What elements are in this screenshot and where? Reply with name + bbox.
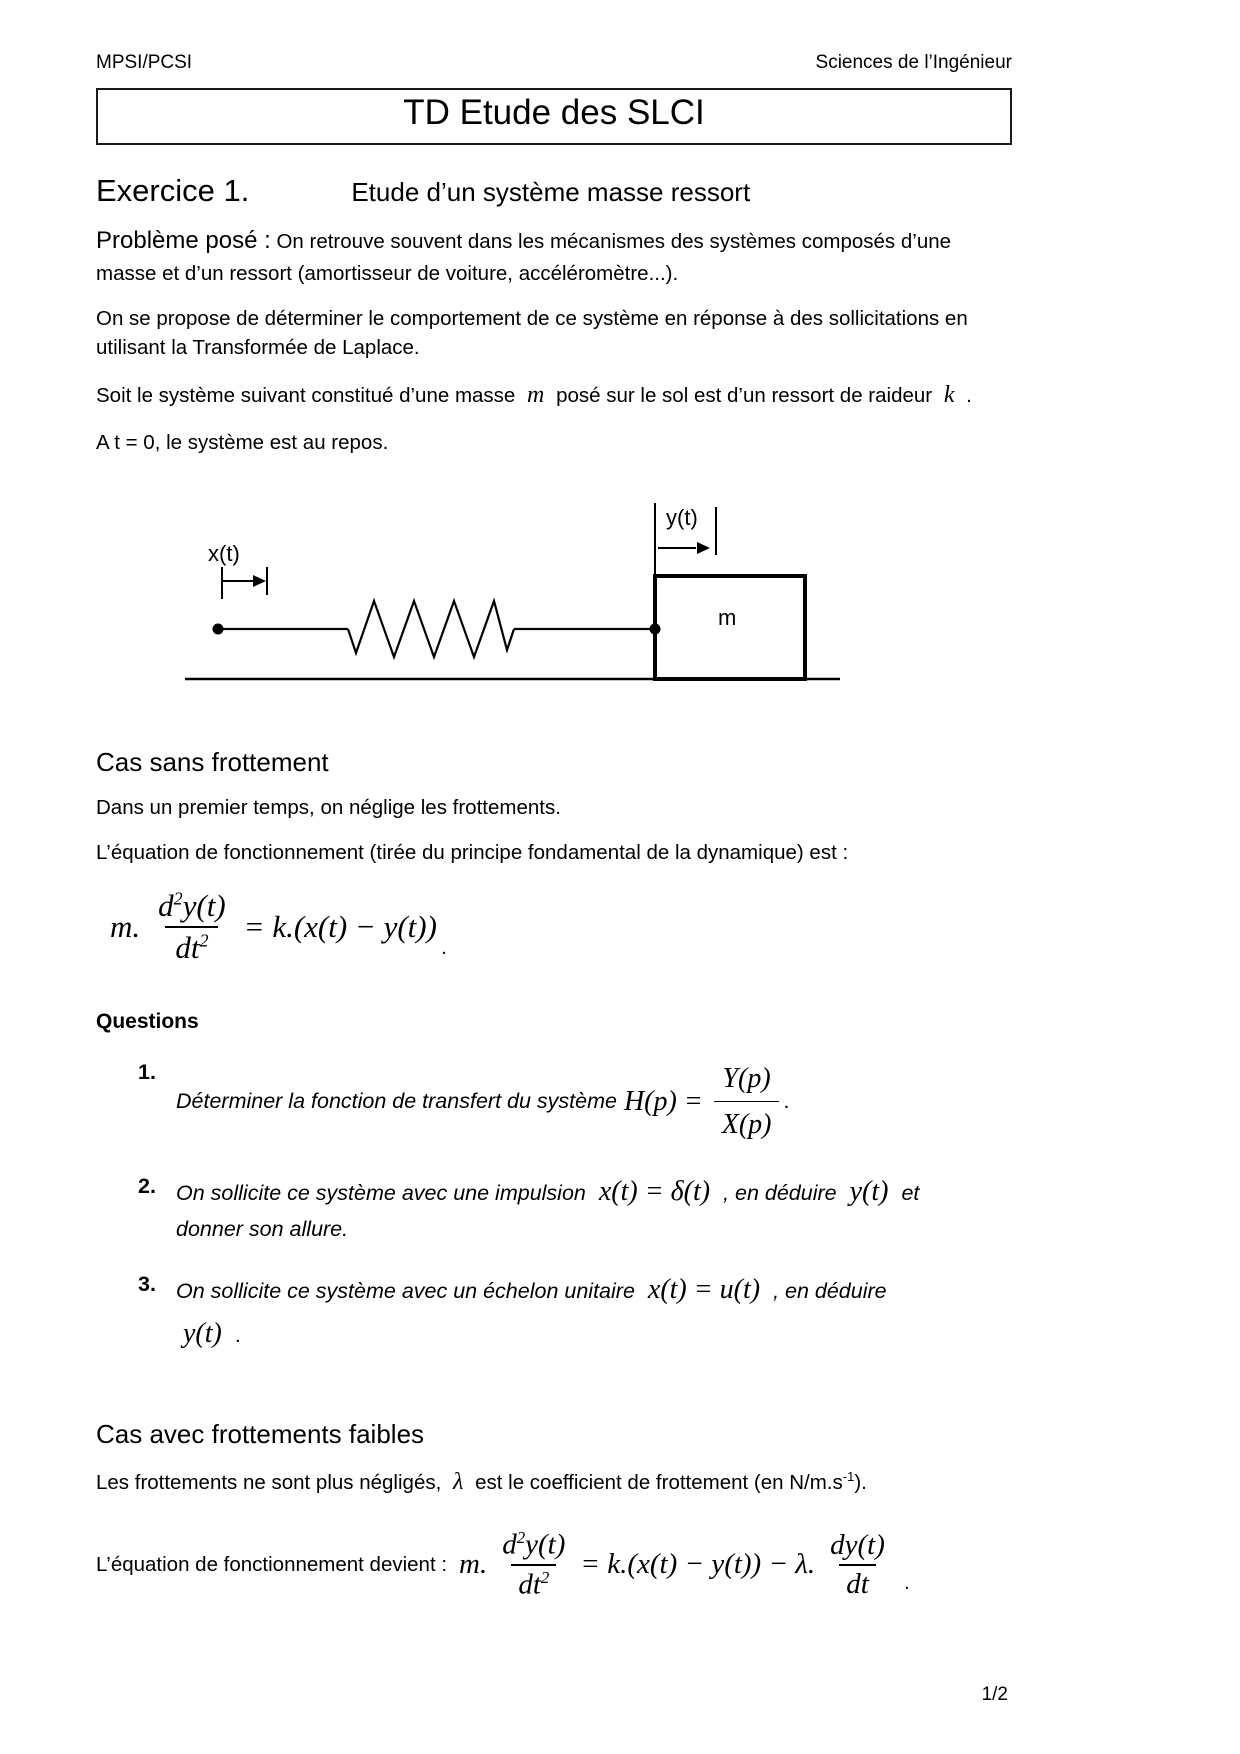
q1-transfer-function-fraction bbox=[714, 1056, 780, 1148]
eq2-middle-terms: = k.(x(t) − y(t)) − λ. bbox=[580, 1548, 816, 1581]
problem-label: Problème posé : bbox=[96, 227, 271, 254]
header-left: MPSI/PCSI bbox=[96, 52, 193, 73]
exercise-heading bbox=[96, 173, 1012, 209]
eq2-coefficient: m. bbox=[459, 1548, 488, 1581]
page-header bbox=[96, 52, 1012, 74]
eq1-fraction bbox=[148, 886, 236, 968]
initial-condition-paragraph: A t = 0, le système est au repos. bbox=[96, 430, 389, 454]
q3-step-math: x(t) = u(t) bbox=[647, 1274, 761, 1306]
q3-period: . bbox=[234, 1322, 241, 1347]
y-arrow-head-icon bbox=[697, 542, 710, 554]
question-3-body bbox=[176, 1268, 1012, 1355]
no-friction-paragraph-1: Dans un premier temps, on néglige les frottements. bbox=[96, 796, 561, 820]
system-text-3: . bbox=[966, 383, 972, 407]
question-2-number: 2. bbox=[138, 1173, 156, 1198]
figure-canvas bbox=[150, 491, 910, 696]
q2-impulse-math: x(t) = δ(t) bbox=[598, 1175, 711, 1207]
question-1 bbox=[96, 1056, 1012, 1148]
eq1-num-d: d bbox=[158, 887, 174, 923]
eq2-frac1-denominator bbox=[511, 1564, 556, 1604]
q1-text: Déterminer la fonction de transfert du système bbox=[176, 1089, 617, 1114]
equation-friction bbox=[459, 1526, 910, 1603]
eq2-frac1-den-base: dt bbox=[518, 1568, 541, 1601]
q2-output-math: y(t) bbox=[849, 1175, 889, 1207]
exercise-subtitle: Etude d’un système masse ressort bbox=[351, 177, 751, 207]
page-number: 1/2 bbox=[981, 1684, 1008, 1705]
x-arrow-head-icon bbox=[253, 575, 266, 587]
friction-text-1: Les frottements ne sont plus négligés, bbox=[96, 1471, 442, 1495]
spring-icon bbox=[348, 601, 514, 657]
friction-unit-exponent: -1 bbox=[842, 1469, 855, 1485]
system-text-2: posé sur le sol est d’un ressort de raideur bbox=[556, 383, 933, 407]
section-no-friction-heading: Cas sans frottement bbox=[96, 747, 329, 778]
question-1-body bbox=[176, 1056, 1012, 1148]
eq1-period: . bbox=[441, 936, 447, 959]
questions-heading: Questions bbox=[96, 1009, 199, 1033]
question-2 bbox=[96, 1170, 1012, 1247]
system-text-1: Soit le système suivant constitué d’une masse bbox=[96, 383, 516, 407]
q2-text-3: et bbox=[901, 1180, 920, 1205]
friction-equation-intro: L’équation de fonctionnement devient : bbox=[96, 1552, 448, 1576]
eq2-frac2-denominator: dt bbox=[839, 1564, 876, 1603]
stiffness-symbol-inline: k bbox=[943, 381, 955, 408]
friction-text-2: est le coefficient de frottement (en N/m.s bbox=[475, 1471, 843, 1495]
section-friction-heading: Cas avec frottements faibles bbox=[96, 1419, 425, 1450]
lambda-symbol-inline: λ bbox=[453, 1469, 464, 1496]
q3-text-2: , en déduire bbox=[773, 1279, 887, 1304]
y-displacement-label: y(t) bbox=[666, 505, 698, 531]
x-displacement-label: x(t) bbox=[208, 541, 240, 567]
q2-text-1: On sollicite ce système avec une impulsion bbox=[176, 1180, 586, 1205]
question-1-number: 1. bbox=[138, 1059, 156, 1084]
question-3 bbox=[96, 1268, 1012, 1355]
eq2-period: . bbox=[904, 1572, 910, 1595]
q2-text-2: , en déduire bbox=[723, 1180, 837, 1205]
eq1-numerator bbox=[148, 886, 236, 926]
eq1-num-exponent: 2 bbox=[173, 888, 183, 909]
eq2-fraction-1 bbox=[495, 1526, 572, 1603]
q1-fraction-denominator: X(p) bbox=[714, 1101, 780, 1147]
eq1-den-base: dt bbox=[175, 929, 200, 965]
eq1-denominator bbox=[165, 926, 218, 968]
problem-paragraph bbox=[96, 224, 1012, 289]
no-friction-paragraph-2: L’équation de fonctionnement (tirée du principe fondamental de la dynamique) est : bbox=[96, 841, 849, 865]
problem-text: On retrouve souvent dans les mécanismes des systèmes composés d’une masse et d’un ressort (amortisseur de voiture, accéléromètre...). bbox=[96, 230, 952, 285]
q1-fraction-numerator: Y(p) bbox=[722, 1062, 771, 1094]
mass-spring-diagram bbox=[150, 491, 1012, 701]
mass-label: m bbox=[718, 605, 737, 631]
title-box bbox=[96, 88, 1012, 145]
eq2-fraction-2 bbox=[823, 1527, 892, 1603]
eq1-den-exponent: 2 bbox=[199, 930, 209, 951]
q3-text-1: On sollicite ce système avec un échelon unitaire bbox=[176, 1279, 635, 1304]
friction-text-3: ). bbox=[854, 1471, 867, 1495]
eq1-num-rest: y(t) bbox=[182, 887, 226, 923]
q1-period: . bbox=[783, 1089, 790, 1114]
question-2-body bbox=[176, 1170, 1012, 1247]
eq1-right-hand-side: = k.(x(t) − y(t)) bbox=[243, 908, 437, 944]
document-title: TD Etude des SLCI bbox=[403, 93, 705, 132]
eq2-frac1-num-d: d bbox=[502, 1528, 517, 1561]
system-paragraph bbox=[96, 378, 1012, 413]
exercise-number: Exercice 1. bbox=[96, 173, 250, 208]
eq2-frac1-num-exponent: 2 bbox=[516, 1527, 526, 1547]
equation-no-friction bbox=[110, 886, 1012, 968]
wall-anchor-point bbox=[213, 624, 224, 635]
q1-transfer-function-lhs: H(p) = bbox=[623, 1086, 703, 1118]
question-3-number: 3. bbox=[138, 1272, 156, 1297]
eq2-frac1-num-rest: y(t) bbox=[525, 1528, 566, 1561]
eq1-coefficient: m. bbox=[110, 908, 141, 944]
mass-symbol-inline: m bbox=[527, 381, 545, 408]
eq2-frac1-den-exponent: 2 bbox=[540, 1567, 550, 1587]
purpose-paragraph: On se propose de déterminer le comportement de ce système en réponse à des sollicitations en utilisant la Transformée de Laplace. bbox=[96, 306, 968, 360]
friction-paragraph bbox=[96, 1465, 1012, 1500]
q2-text-4: donner son allure. bbox=[176, 1217, 349, 1242]
header-right: Sciences de l’Ingénieur bbox=[815, 52, 1012, 73]
eq2-frac1-numerator bbox=[495, 1526, 572, 1564]
q3-output-math: y(t) bbox=[183, 1317, 222, 1349]
friction-equation-row bbox=[96, 1526, 1012, 1603]
eq2-frac2-numerator: dy(t) bbox=[830, 1528, 885, 1561]
mass-attach-point bbox=[650, 624, 661, 635]
